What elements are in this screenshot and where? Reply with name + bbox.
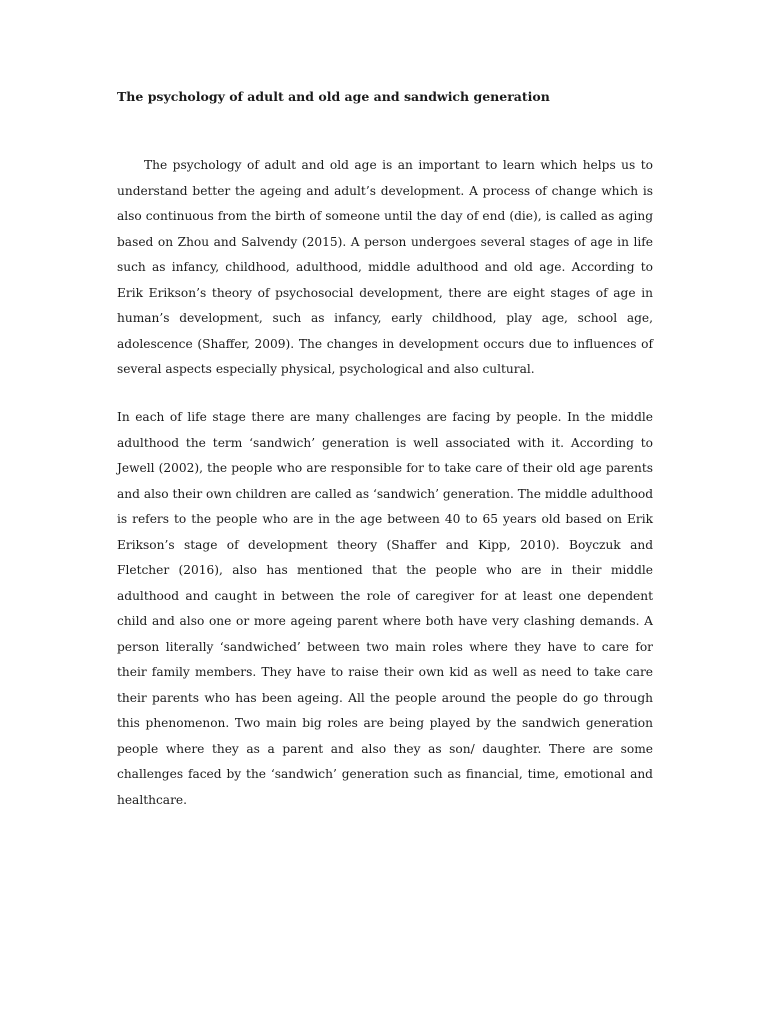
paragraph-2-text: In each of life stage there are many challenges are facing by people. In the middle adulthood the term ‘sandwich’ generation is well associated with it. According to Jewell (2002), the people who are responsible for to take care of their old age parents and also their own children are called as ‘sandwich’ generation. The middle adulthood is refers to the people who are in the age between 40 to 65 years old based on Erik Erikson’s stage of development theory (Shaffer and Kipp, 2010). Boyczuk and Fletcher (2016), also has mentioned that the people who are in their middle adulthood and caught in between the role of caregiver for at least one dependent child and also one or more ageing parent where both have very clashing demands. A person literally ‘sandwiched’ between two main roles where they have to care for their family members. They have to raise their own kid as well as need to take care their parents who has been ageing. All the people around the people do go through this phenomenon. Two main big roles are being played by the sandwich generation people where they as a parent and also they as son/ daughter. There are some challenges faced by the ‘sandwich’ generation such as financial, time, emotional and healthcare.	[117, 410, 653, 807]
paragraph-1	[117, 153, 653, 383]
document-title: The psychology of adult and old age and sandwich generation	[117, 89, 550, 104]
paragraph-2	[117, 405, 653, 813]
paragraph-1-text: The psychology of adult and old age is an important to learn which helps us to understand better the ageing and adult’s development. A process of change which is also continuous from the birth of someone until the day of end (die), is called as aging based on Zhou and Salvendy (2015). A person undergoes several stages of age in life such as infancy, childhood, adulthood, middle adulthood and old age. According to Erik Erikson’s theory of psychosocial development, there are eight stages of age in human’s development, such as infancy, early childhood, play age, school age, adolescence (Shaffer, 2009). The changes in development occurs due to influences of several aspects especially physical, psychological and also cultural.	[117, 158, 653, 376]
